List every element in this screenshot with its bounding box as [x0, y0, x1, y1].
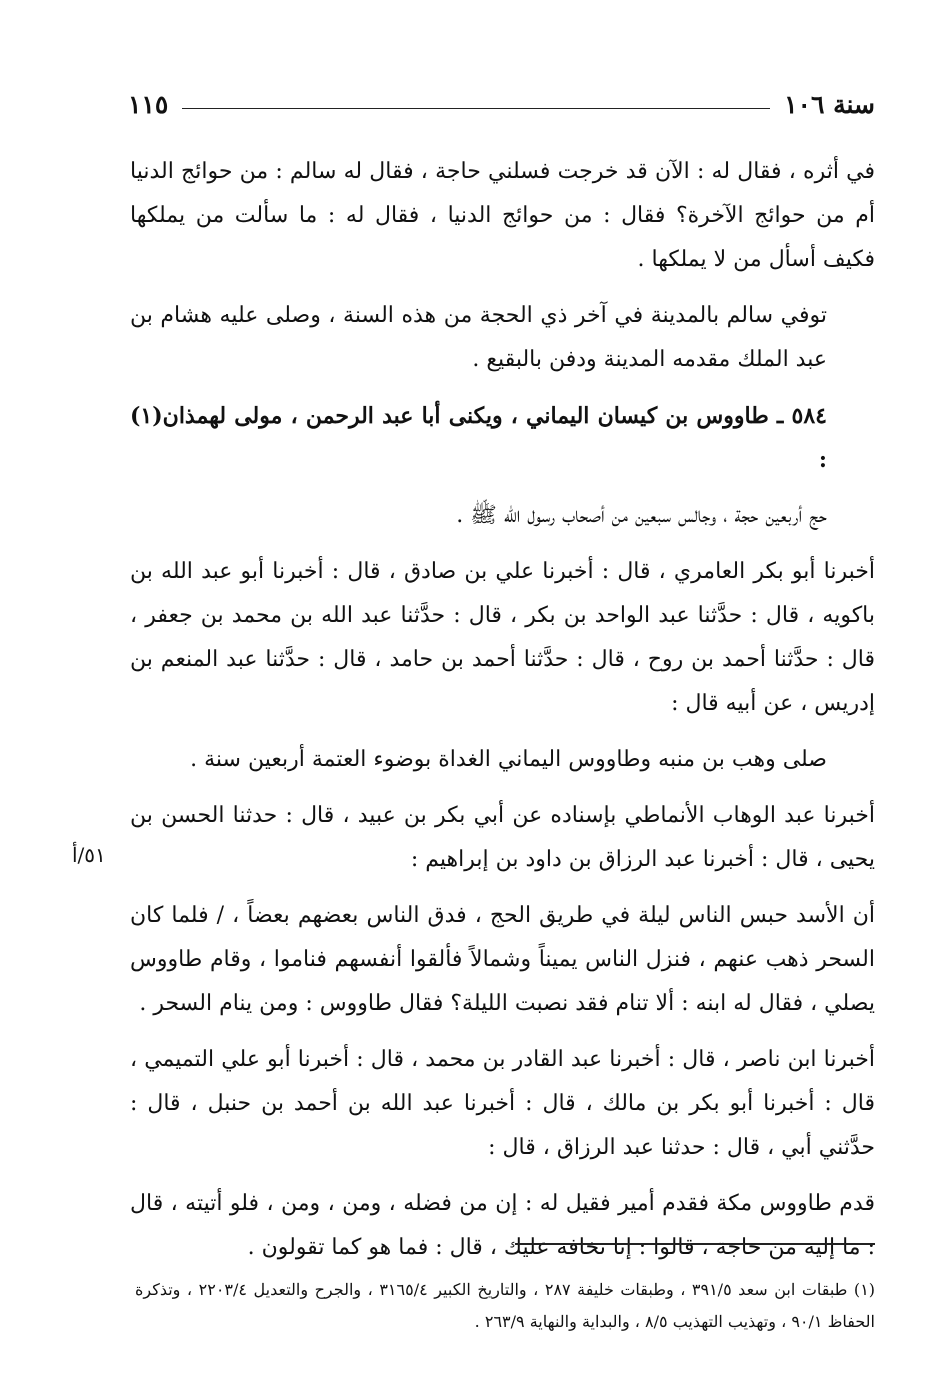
running-head: سنة ١٠٦: [784, 90, 875, 119]
paragraph-3: حج أربعين حجة ، وجالس سبعين من أصحاب رسول الله ﷺ .: [456, 503, 827, 528]
body-text: [130, 150, 875, 1282]
page-header: [120, 86, 875, 122]
paragraph-5: صلى وهب بن منبه وطاووس اليماني الغداة بوضوء العتمة أربعين سنة .: [190, 747, 827, 772]
header-rule: [182, 108, 770, 109]
footnote-rule: [515, 1243, 875, 1245]
footnote: (١) طبقات ابن سعد ٣٩١/٥ ، وطبقات خليفة ٢٨٧ ، والتاريخ الكبير ٣١٦٥/٤ ، والجرح والتعديل ٢٢٠٣/٤ ، وتذكرة الحفاظ ٩٠/١ ، وتهذيب التهذيب ٨/٥ ، والبداية والنهاية ٢٦٣/٩ .: [135, 1280, 876, 1331]
paragraph-1: في أثره ، فقال له : الآن قد خرجت فسلني حاجة ، فقال له سالم : من حوائج الدنيا أم من حوائج الآخرة؟ فقال : من حوائج الدنيا ، فقال له : ما سألت من يملكها فكيف أسأل من لا يملكها .: [130, 159, 875, 272]
paragraph-7: أن الأسد حبس الناس ليلة في طريق الحج ، فدق الناس بعضهم بعضاً ، / فلما كان السحر ذهب عنهم ، فنزل الناس يميناً وشمالاً فألقوا أنفسهم فناموا ، وقام طاووس يصلي ، فقال له ابنه : ألا تنام فقد نصبت الليلة؟ فقال طاووس : ومن ينام السحر .: [130, 903, 875, 1016]
paragraph-2: توفي سالم بالمدينة في آخر ذي الحجة من هذه السنة ، وصلى عليه هشام بن عبد الملك مقدمه المدينة ودفن بالبقيع .: [130, 303, 827, 372]
page-number: ١١٥: [128, 90, 169, 119]
paragraph-8: أخبرنا ابن ناصر ، قال : أخبرنا عبد القادر بن محمد ، قال : أخبرنا أبو علي التميمي ، قال : أخبرنا أبو بكر بن مالك ، قال : أخبرنا عبد الله بن أحمد بن حنبل ، قال : حدَّثني أبي ، قال : حدثنا عبد الرزاق ، قال :: [130, 1047, 875, 1160]
paragraph-4: أخبرنا أبو بكر العامري ، قال : أخبرنا علي بن صادق ، قال : أخبرنا أبو عبد الله بن باكويه ، قال : حدَّثنا عبد الواحد بن بكر ، قال : حدَّثنا عبد الله بن محمد بن جعفر ، قال : حدَّثنا أحمد بن روح ، قال : حدَّثنا أحمد بن حامد ، قال : حدَّثنا عبد المنعم بن إدريس ، عن أبيه قال :: [130, 559, 875, 716]
entry-heading: ٥٨٤ ـ طاووس بن كيسان اليماني ، ويكنى أبا عبد الرحمن ، مولى لهمذان(١) :: [130, 403, 827, 473]
paragraph-6: أخبرنا عبد الوهاب الأنماطي بإسناده عن أبي بكر بن عبيد ، قال : حدثنا الحسن بن يحيى ، قال : أخبرنا عبد الرزاق بن داود بن إبراهيم :: [130, 803, 875, 872]
paragraph-9: قدم طاووس مكة فقدم أمير فقيل له : إن من فضله ، ومن ، ومن ، فلو أتيته ، قال : ما إليه من حاجة ، قالوا : إنا نخافه عليك ، قال : فما هو كما تقولون .: [130, 1191, 875, 1260]
margin-note: ٥١/أ: [72, 843, 106, 867]
